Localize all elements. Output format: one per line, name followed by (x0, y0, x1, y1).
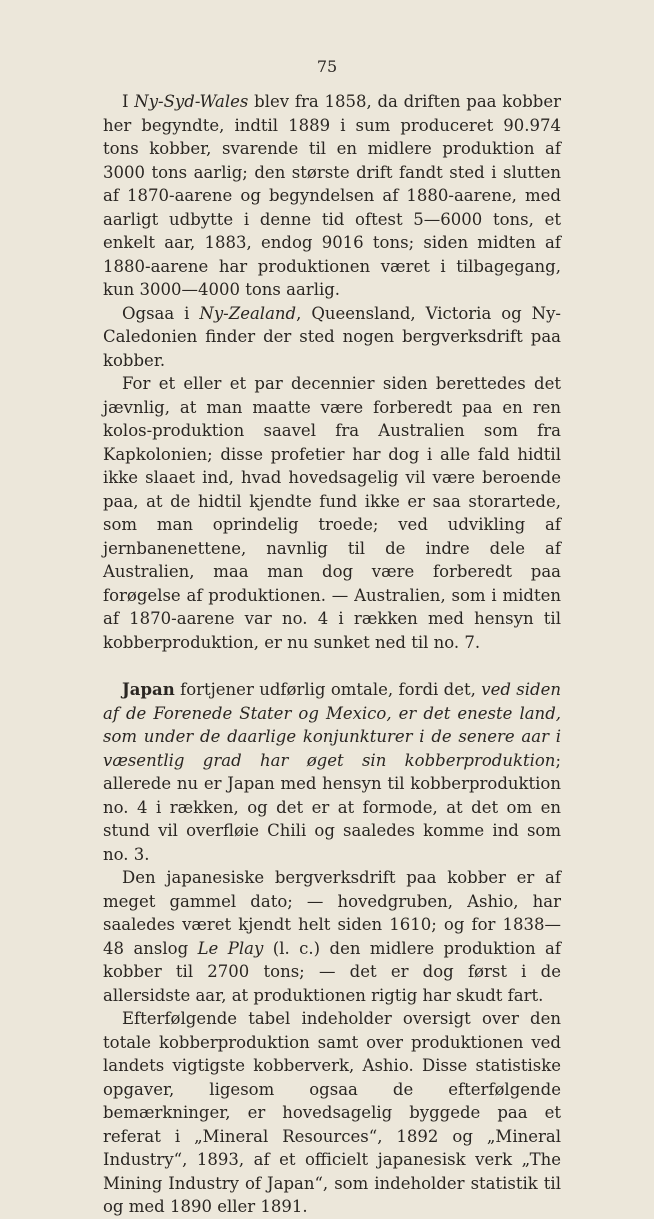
text-run: blev fra 1858, da driften paa kobber her begyndte, indtil 1889 i sum produceret 90.974 tons kobber, svarende til en midlere produktion af 3000 tons aarlig; den største drift fandt sted i slutten af 1870-aarene og begyndelsen af 1880-aarene, med aarligt udbytte i denne tid oftest 5—6000 tons, et enkelt aar, 1883, endog 9016 tons; siden midten af 1880-aarene har produktionen været i tilbagegang, kun 3000—4000 tons aarlig. (103, 92, 561, 299)
paragraph-p4 (103, 678, 561, 866)
italic-text: Le Play (197, 938, 264, 958)
paragraph-p5 (103, 866, 561, 1007)
paragraph-p6 (103, 1007, 561, 1219)
paragraph-p2 (103, 302, 561, 373)
text-run: I (122, 92, 135, 111)
text-run: Den japanesiske bergverksdrift paa kobber er af meget gammel dato; — hovedgruben, Ashio, har saaledes været kjendt helt siden 1610; og for 1838—48 anslog (103, 868, 561, 958)
text-run: Ogsaa i (122, 303, 200, 323)
page-body (103, 90, 561, 1219)
text-run: , Queensland, Victoria og Ny-Caledonien finder der sted nogen bergverksdrift paa kobber. (103, 303, 562, 370)
text-run: ; allerede nu er Japan med hensyn til kobberproduktion no. 4 i rækken, og det er at formode, at det om en stund vil overfløie Chili og saaledes komme ind som no. 3. (103, 750, 561, 864)
italic-text: Ny-Zealand (199, 303, 297, 323)
italic-text: Ny-Syd-Wales (134, 92, 249, 111)
italic-text: ved siden af de Forenede Stater og Mexico, er det eneste land, som under de daarlige konjunkturer i de senere aar i væsentlig grad har øget sin kobberproduktion (103, 680, 561, 770)
text-run: fortjener udførlig omtale, fordi det, (174, 680, 482, 699)
bold-heading-text: Japan (122, 680, 175, 699)
text-run: (l. c.) den midlere produktion af kobber til 2700 tons; — det er dog først i de allersidste aar, at produktionen rigtig har skudt fart. (103, 938, 561, 1005)
text-run: Efterfølgende tabel indeholder oversigt over den totale kobberproduktion samt over produktionen ved landets vigtigste kobberverk, Ashio. Disse statistiske opgaver, ligesom ogsaa de efterfølgende bemærkninger, er hovedsagelig byggede paa et referat i „Mineral Resources“, 1892 og „Mineral Industry“, 1893, af et officielt japanesisk verk „The Mining Industry of Japan“, som indeholder statistik til og med 1890 eller 1891. (103, 1009, 561, 1216)
section-gap (103, 654, 561, 678)
text-run: For et eller et par decennier siden berettedes det jævnlig, at man maatte være forberedt paa en ren kolos-produktion saavel fra Australien som fra Kapkolonien; disse profetier har dog i alle fald hidtil ikke slaaet ind, hvad hovedsagelig vil være beroende paa, at de hidtil kjendte fund ikke er saa storartede, som man oprindelig troede; ved udvikling af jernbanenettene, navnlig til de indre dele af Australien, maa man dog være forberedt paa forøgelse af produktionen. — Australien, som i midten af 1870-aarene var no. 4 i rækken med hensyn til kobberproduktion, er nu sunket ned til no. 7. (103, 374, 561, 652)
paragraph-p3 (103, 372, 561, 654)
page-number: 75 (316, 57, 338, 76)
paragraph-p1 (103, 90, 561, 302)
